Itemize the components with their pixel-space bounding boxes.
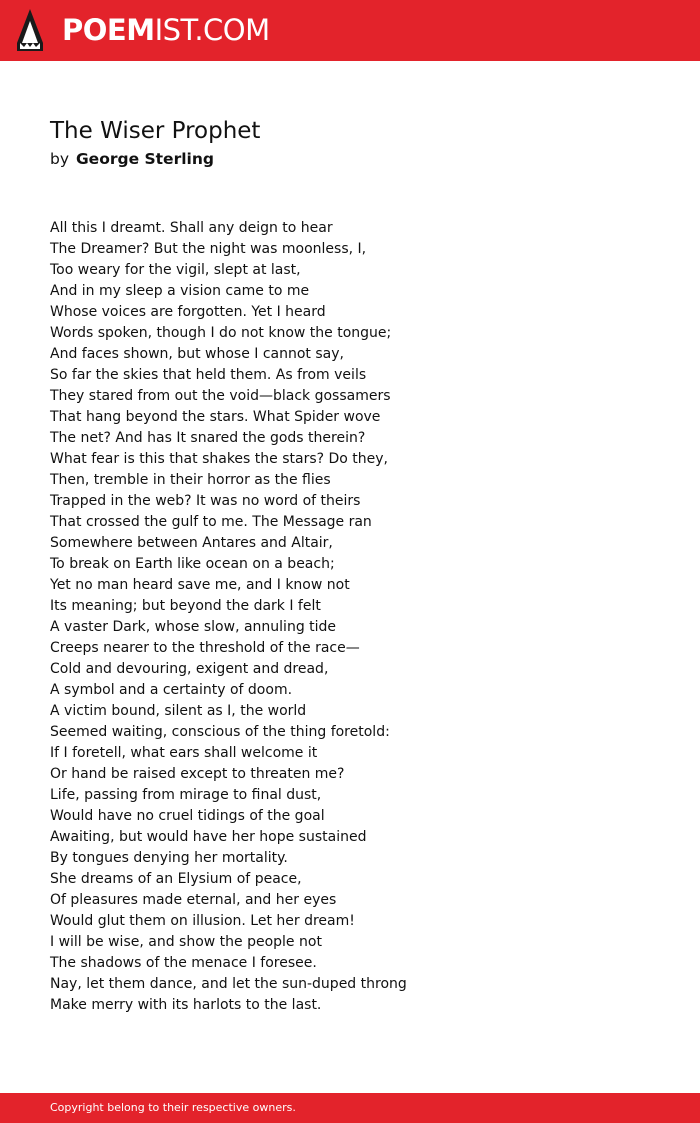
poem-line: She dreams of an Elysium of peace, <box>50 871 302 887</box>
poem-line: I will be wise, and show the people not <box>50 934 322 950</box>
poem-line: Nay, let them dance, and let the sun-duped throng <box>50 976 407 992</box>
poem-line: Seemed waiting, conscious of the thing foretold: <box>50 724 390 740</box>
poem-line: Awaiting, but would have her hope sustained <box>50 829 367 845</box>
poem-line: A victim bound, silent as I, the world <box>50 703 307 719</box>
poem-line: Trapped in the web? It was no word of theirs <box>50 493 361 509</box>
poem-line: Whose voices are forgotten. Yet I heard <box>50 304 326 320</box>
poem-line: Somewhere between Antares and Altair, <box>50 535 333 551</box>
site-logo[interactable] <box>62 12 270 48</box>
poem-line: The shadows of the menace I foresee. <box>50 955 317 971</box>
poem-line: Words spoken, though I do not know the tongue; <box>50 325 392 341</box>
byline <box>50 148 214 170</box>
poem-line: What fear is this that shakes the stars? Do they, <box>50 451 389 467</box>
poem-line: So far the skies that held them. As from veils <box>50 367 367 383</box>
poem-line: And faces shown, but whose I cannot say, <box>50 346 344 362</box>
poem-line: Cold and devouring, exigent and dread, <box>50 661 329 677</box>
poem-line: To break on Earth like ocean on a beach; <box>50 556 335 572</box>
brand-bold: POEM <box>62 13 155 47</box>
poem-line: Would glut them on illusion. Let her dream! <box>50 913 355 929</box>
poem-line: Its meaning; but beyond the dark I felt <box>50 598 321 614</box>
poem-line: Make merry with its harlots to the last. <box>50 997 322 1013</box>
author-name: George Sterling <box>75 150 214 168</box>
poem-line: Creeps nearer to the threshold of the race— <box>50 640 360 656</box>
poem-line: Life, passing from mirage to final dust, <box>50 787 322 803</box>
pencil-tip-icon[interactable] <box>17 9 43 51</box>
poem-line: They stared from out the void—black gossamers <box>50 388 391 404</box>
poem-line: If I foretell, what ears shall welcome it <box>50 745 318 761</box>
brand-light: IST.COM <box>154 13 270 47</box>
poem-line: Would have no cruel tidings of the goal <box>50 808 325 824</box>
poem-title: The Wiser Prophet <box>50 118 261 144</box>
copyright-text: Copyright belong to their respective owners. <box>50 1101 296 1114</box>
poem-body <box>50 218 407 1016</box>
poem-line: That crossed the gulf to me. The Message ran <box>50 514 372 530</box>
poem-line: The Dreamer? But the night was moonless, I, <box>50 241 367 257</box>
site-footer <box>0 1093 700 1123</box>
poem-line: Of pleasures made eternal, and her eyes <box>50 892 337 908</box>
poem-line: Yet no man heard save me, and I know not <box>50 577 350 593</box>
poem-line: The net? And has It snared the gods therein? <box>50 430 366 446</box>
poem-line: By tongues denying her mortality. <box>50 850 288 866</box>
site-header <box>0 0 700 61</box>
poem-line: A vaster Dark, whose slow, annuling tide <box>50 619 337 635</box>
poem-line: A symbol and a certainty of doom. <box>50 682 293 698</box>
poem-line: Then, tremble in their horror as the flies <box>50 472 331 488</box>
poem-line: Too weary for the vigil, slept at last, <box>50 262 301 278</box>
poem-line: Or hand be raised except to threaten me? <box>50 766 345 782</box>
poem-line: All this I dreamt. Shall any deign to hear <box>50 220 333 236</box>
poem-line: And in my sleep a vision came to me <box>50 283 310 299</box>
poem-line: That hang beyond the stars. What Spider wove <box>50 409 381 425</box>
by-label: by <box>50 150 70 168</box>
